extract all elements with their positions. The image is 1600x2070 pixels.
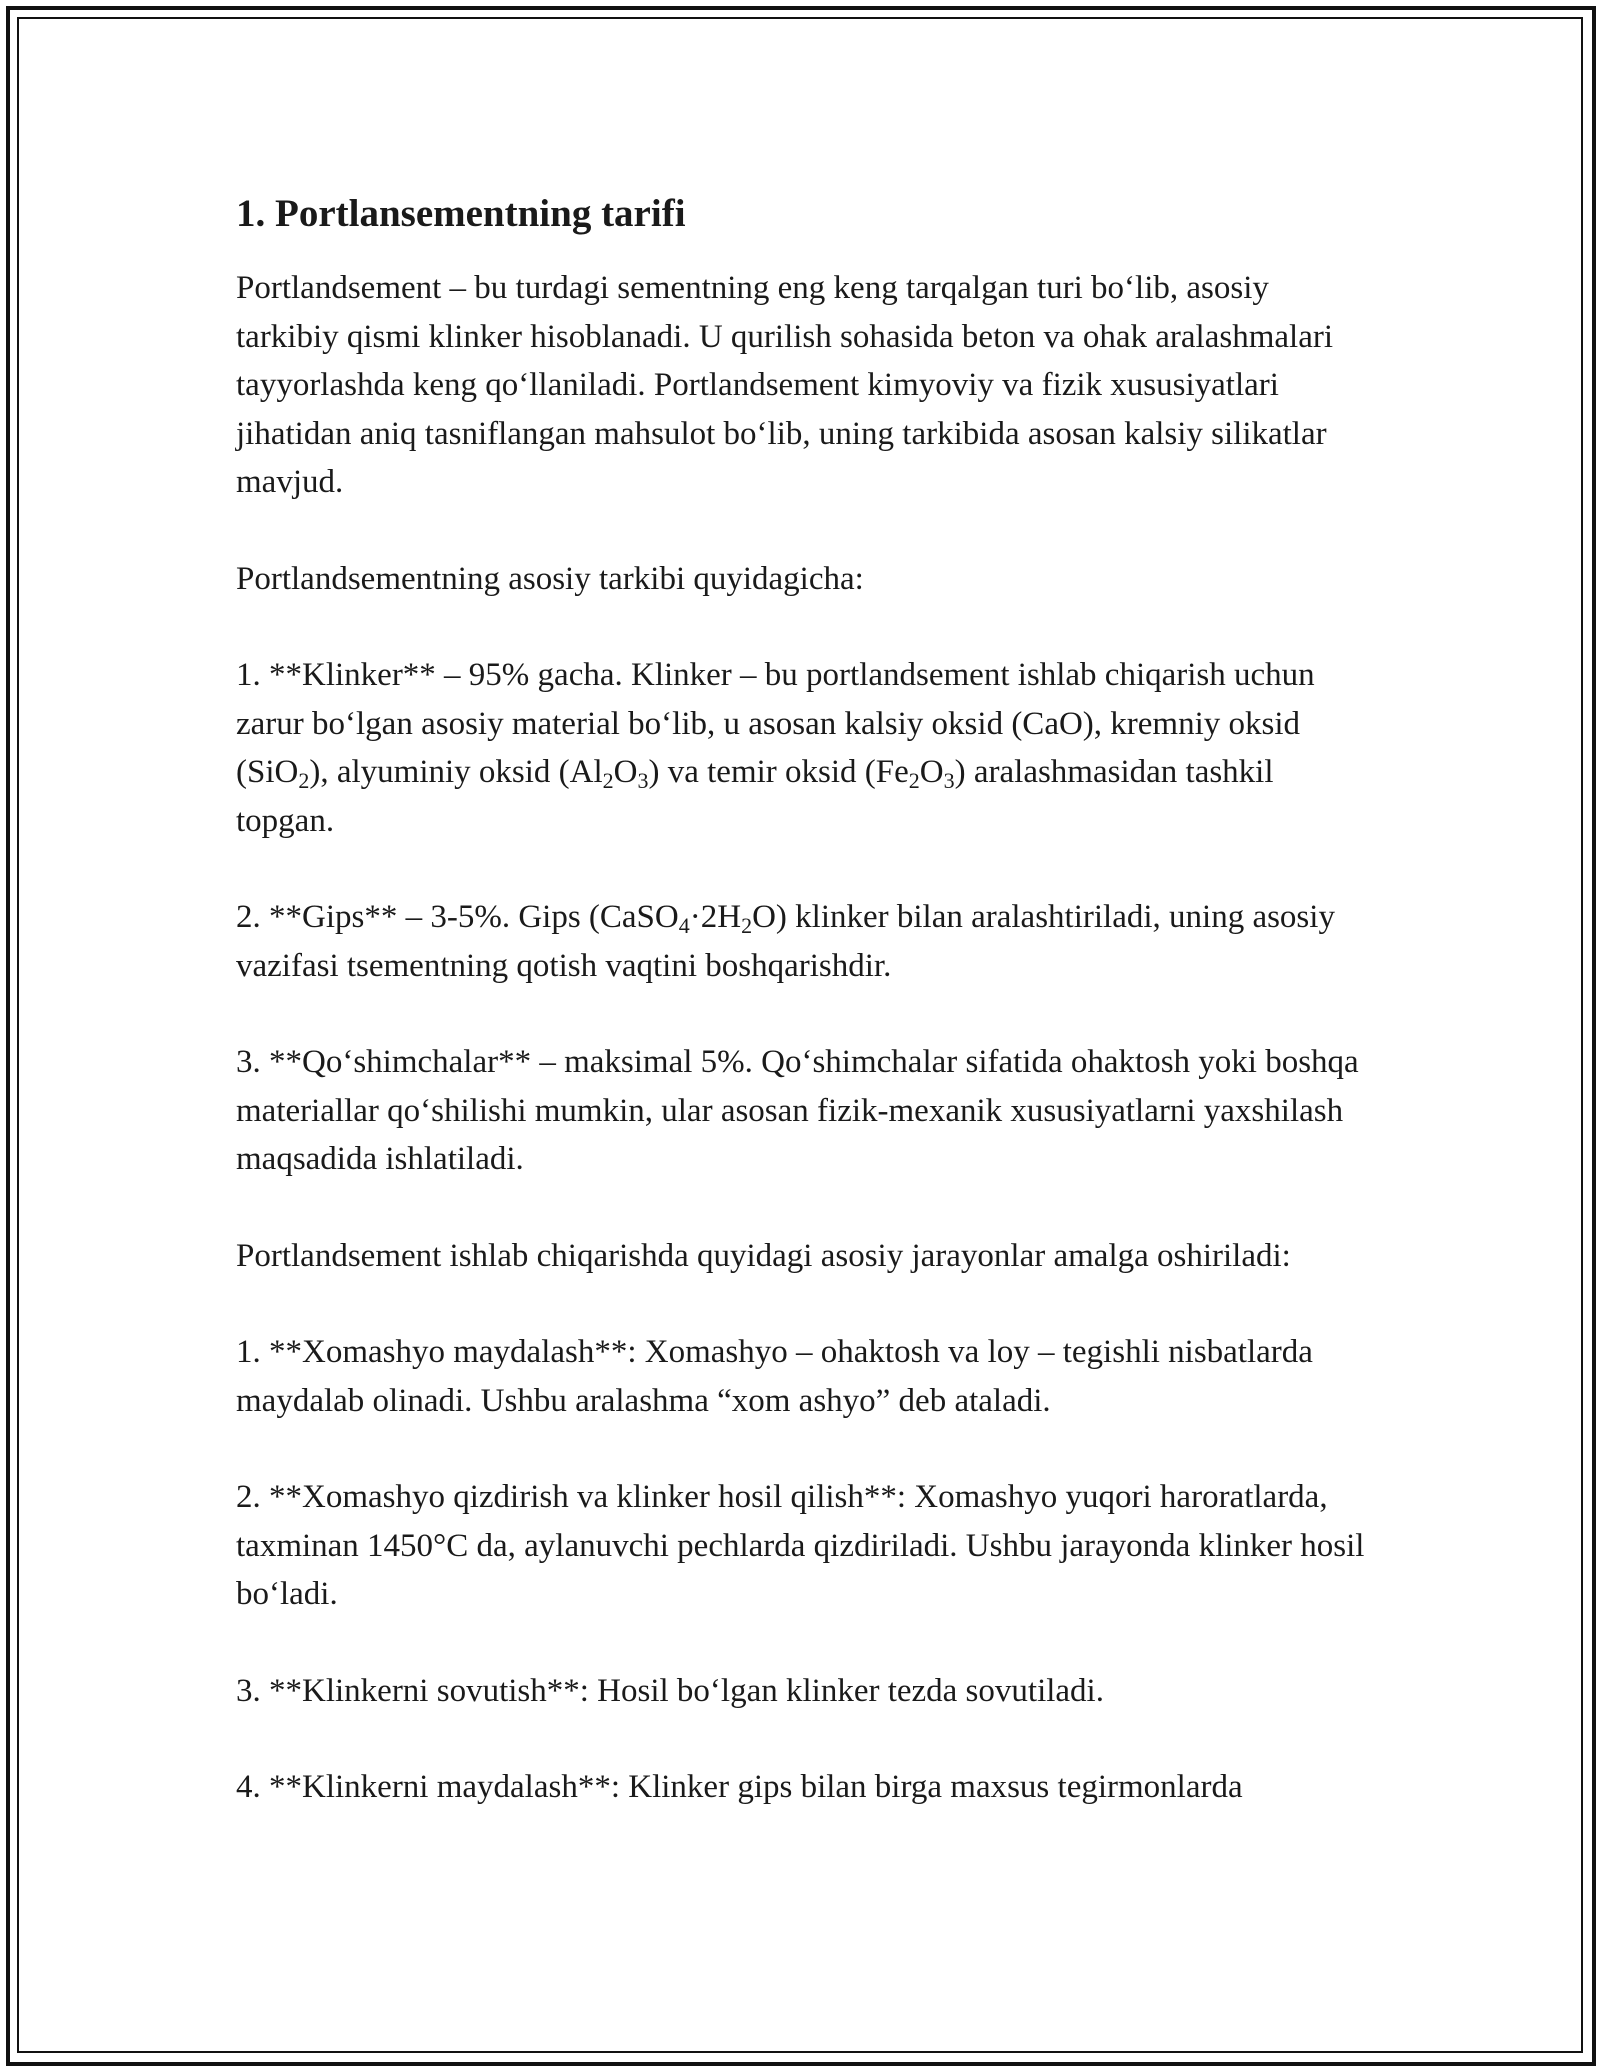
gips-text-tail: O) klinker bilan aralashtiriladi, uning asosiy vazifasi tsementning qotish vaqtini boshqarishdir. <box>236 899 1335 984</box>
process-heading: Portlandsement ishlab chiqarishda quyidagi asosiy jarayonlar amalga oshiriladi: <box>236 1237 1291 1274</box>
composition-item-klinker <box>236 651 1366 845</box>
alumina-oxygen: O <box>613 754 638 790</box>
klinker-text-alumina: ), alyuminiy oksid (Al <box>309 754 603 790</box>
page-title: 1. Portlansementning tarifi <box>236 192 686 235</box>
composition-item-gips <box>236 893 1366 990</box>
intro-paragraph: Portlandsement – bu turdagi sementning eng keng tarqalgan turi bo‘lib, asosiy tarkibiy qismi klinker hisoblanadi. U qurilish sohasida beton va ohak aralashmalari tayyorlashda keng qo‘llaniladi. Portlandsement kimyoviy va fizik xususiyatlari jihatidan aniq tasniflangan mahsulot bo‘lib, uning tarkibida asosan kalsiy silikatlar mavjud. <box>236 270 1334 500</box>
iron-oxygen: O <box>919 754 944 790</box>
composition-item-additives: 3. **Qo‘shimchalar** – maksimal 5%. Qo‘shimchalar sifatida ohaktosh yoki boshqa materiallar qo‘shilishi mumkin, ular asosan fizik-mexanik xususiyatlarni yaxshilash maqsadida ishlatiladi. <box>236 1044 1359 1177</box>
so4-subscript: 4 <box>678 913 690 938</box>
document-page <box>236 186 1366 1860</box>
klinker-text-iron: ) va temir oksid (Fe <box>648 754 909 790</box>
fe2-subscript: 2 <box>908 768 920 793</box>
al2-subscript: 2 <box>602 768 614 793</box>
sio2-subscript: 2 <box>298 768 310 793</box>
fe-o3-subscript: 3 <box>943 768 955 793</box>
composition-heading: Portlandsementning asosiy tarkibi quyidagicha: <box>236 560 864 597</box>
process-step: 3. **Klinkerni sovutish**: Hosil bo‘lgan klinker tezda sovutiladi. <box>236 1672 1104 1709</box>
klinker-text-tail: ) aralashmasidan tashkil topgan. <box>236 754 1274 839</box>
gips-text-lead: 2. **Gips** – 3-5%. Gips (CaSO <box>236 899 679 935</box>
gips-text-mid: ·2H <box>689 899 742 935</box>
klinker-text-lead: 1. **Klinker** – 95% gacha. Klinker – bu portlandsement ishlab chiqarish uchun zarur bo‘lgan asosiy material bo‘lib, u asosan kalsiy oksid (CaO), kremniy oksid (SiO <box>236 657 1315 790</box>
process-step: 2. **Xomashyo qizdirish va klinker hosil qilish**: Xomashyo yuqori haroratlarda, taxminan 1450°C da, aylanuvchi pechlarda qizdiriladi. Ushbu jarayonda klinker hosil bo‘ladi. <box>236 1479 1365 1612</box>
h2-subscript: 2 <box>741 913 753 938</box>
process-step: 4. **Klinkerni maydalash**: Klinker gips bilan birga maxsus tegirmonlarda <box>236 1769 1243 1805</box>
process-step: 1. **Xomashyo maydalash**: Xomashyo – ohaktosh va loy – tegishli nisbatlarda maydalab olinadi. Ushbu aralashma “xom ashyo” deb ataladi. <box>236 1334 1313 1419</box>
al-o3-subscript: 3 <box>637 768 649 793</box>
